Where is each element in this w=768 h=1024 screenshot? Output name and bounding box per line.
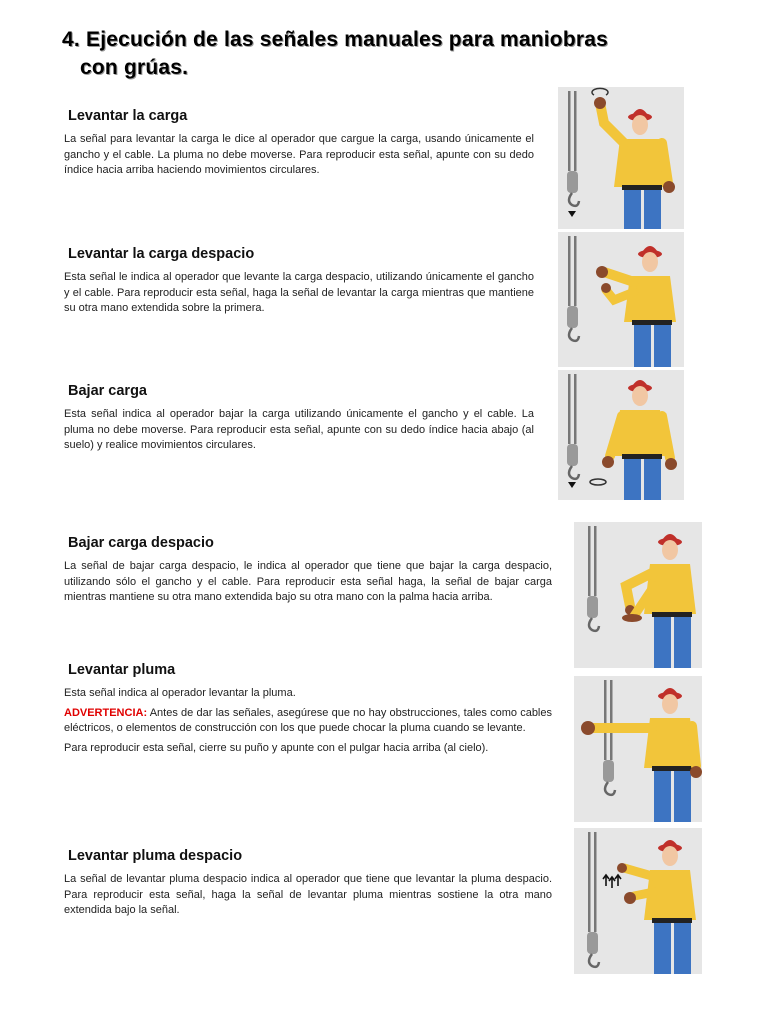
signal-figure-levantar-carga-despacio [558, 232, 684, 367]
crane-hook-icon [567, 91, 579, 217]
document-heading [62, 26, 702, 82]
operator-figure-icon [596, 246, 676, 367]
section-levantar-carga-despacio [64, 246, 534, 321]
section-text: Esta señal indica al operador bajar la carga utilizando únicamente el gancho y el cable. La pluma no debe moverse. Para reproducir esta señal, apunte con su dedo índice hacia abajo (al suelo) y realice movimientos circulares. [64, 408, 534, 451]
section-text-after: Para reproducir esta señal, cierre su puño y apunte con el pulgar hacia arriba (al cielo). [64, 741, 489, 754]
operator-figure-icon [617, 840, 696, 974]
section-text: La señal de bajar carga despacio, le indica al operador que tiene que bajar la carga despacio, utilizando sólo el gancho y el cable. Para reproducir esta señal haga, la señal de bajar carga mientras mantiene su otra mano extendida bajo su otra mano con la palma hacia arriba. [64, 560, 552, 603]
crane-hook-icon [567, 374, 579, 488]
heading-line-2: con grúas. [80, 56, 189, 79]
operator-figure-icon [622, 534, 696, 668]
section-text: La señal para levantar la carga le dice al operador que cargue la carga, usando únicamente el gancho y el cable. La pluma no debe moverse. Para reproducir esta señal, apunte con su dedo índice hacia arriba haciendo movimientos circulares. [64, 133, 534, 176]
operator-figure-icon [592, 88, 675, 229]
signal-figure-bajar-carga [558, 370, 684, 500]
section-title: Levantar la carga [68, 108, 188, 124]
signal-figure-levantar-pluma [574, 676, 702, 822]
warning-text: Antes de dar las señales, asegúrese que no hay obstrucciones, tales como cables eléctricos, o elementos de construcción con los que puede chocar la pluma cuando se levante. [64, 706, 552, 734]
warning-label: ADVERTENCIA: [64, 706, 148, 719]
section-title: Levantar la carga despacio [68, 246, 255, 262]
section-title: Bajar carga despacio [68, 535, 214, 551]
signal-figure-bajar-carga-despacio [574, 522, 702, 668]
section-title: Bajar carga [68, 383, 147, 399]
heading-line-1: Ejecución de las señales manuales para maniobras [86, 28, 608, 51]
crane-hook-icon [603, 680, 615, 795]
signal-figure-levantar-carga [558, 87, 684, 229]
section-levantar-pluma-despacio [64, 848, 552, 923]
section-text: Esta señal le indica al operador que levante la carga despacio, utilizando únicamente el gancho y el cable. Para reproducir esta señal, haga la señal de levantar la carga mientras que mantiene su otra mano extendida sobre la primera. [64, 271, 534, 314]
crane-hook-icon [567, 236, 579, 341]
section-title: Levantar pluma despacio [68, 848, 243, 864]
section-bajar-carga [64, 383, 534, 458]
operator-figure-icon [590, 380, 677, 500]
warning-paragraph [64, 706, 552, 737]
section-text: La señal de levantar pluma despacio indica al operador que tiene que levantar la pluma despacio. Para reproducir esta señal, haga la señal de levantar pluma mientras sostiene la otra mano extendida bajo la señal. [64, 873, 552, 916]
crane-hook-icon [587, 526, 599, 631]
section-levantar-pluma [64, 662, 552, 760]
signal-figure-levantar-pluma-despacio [574, 828, 702, 974]
section-text: Esta señal indica al operador levantar la pluma. [64, 687, 296, 699]
section-bajar-carga-despacio [64, 535, 552, 610]
section-title: Levantar pluma [68, 662, 176, 678]
section-levantar-carga [64, 108, 534, 183]
heading-number: 4. [62, 28, 80, 51]
crane-hook-icon [587, 832, 621, 967]
operator-figure-icon [581, 688, 702, 822]
